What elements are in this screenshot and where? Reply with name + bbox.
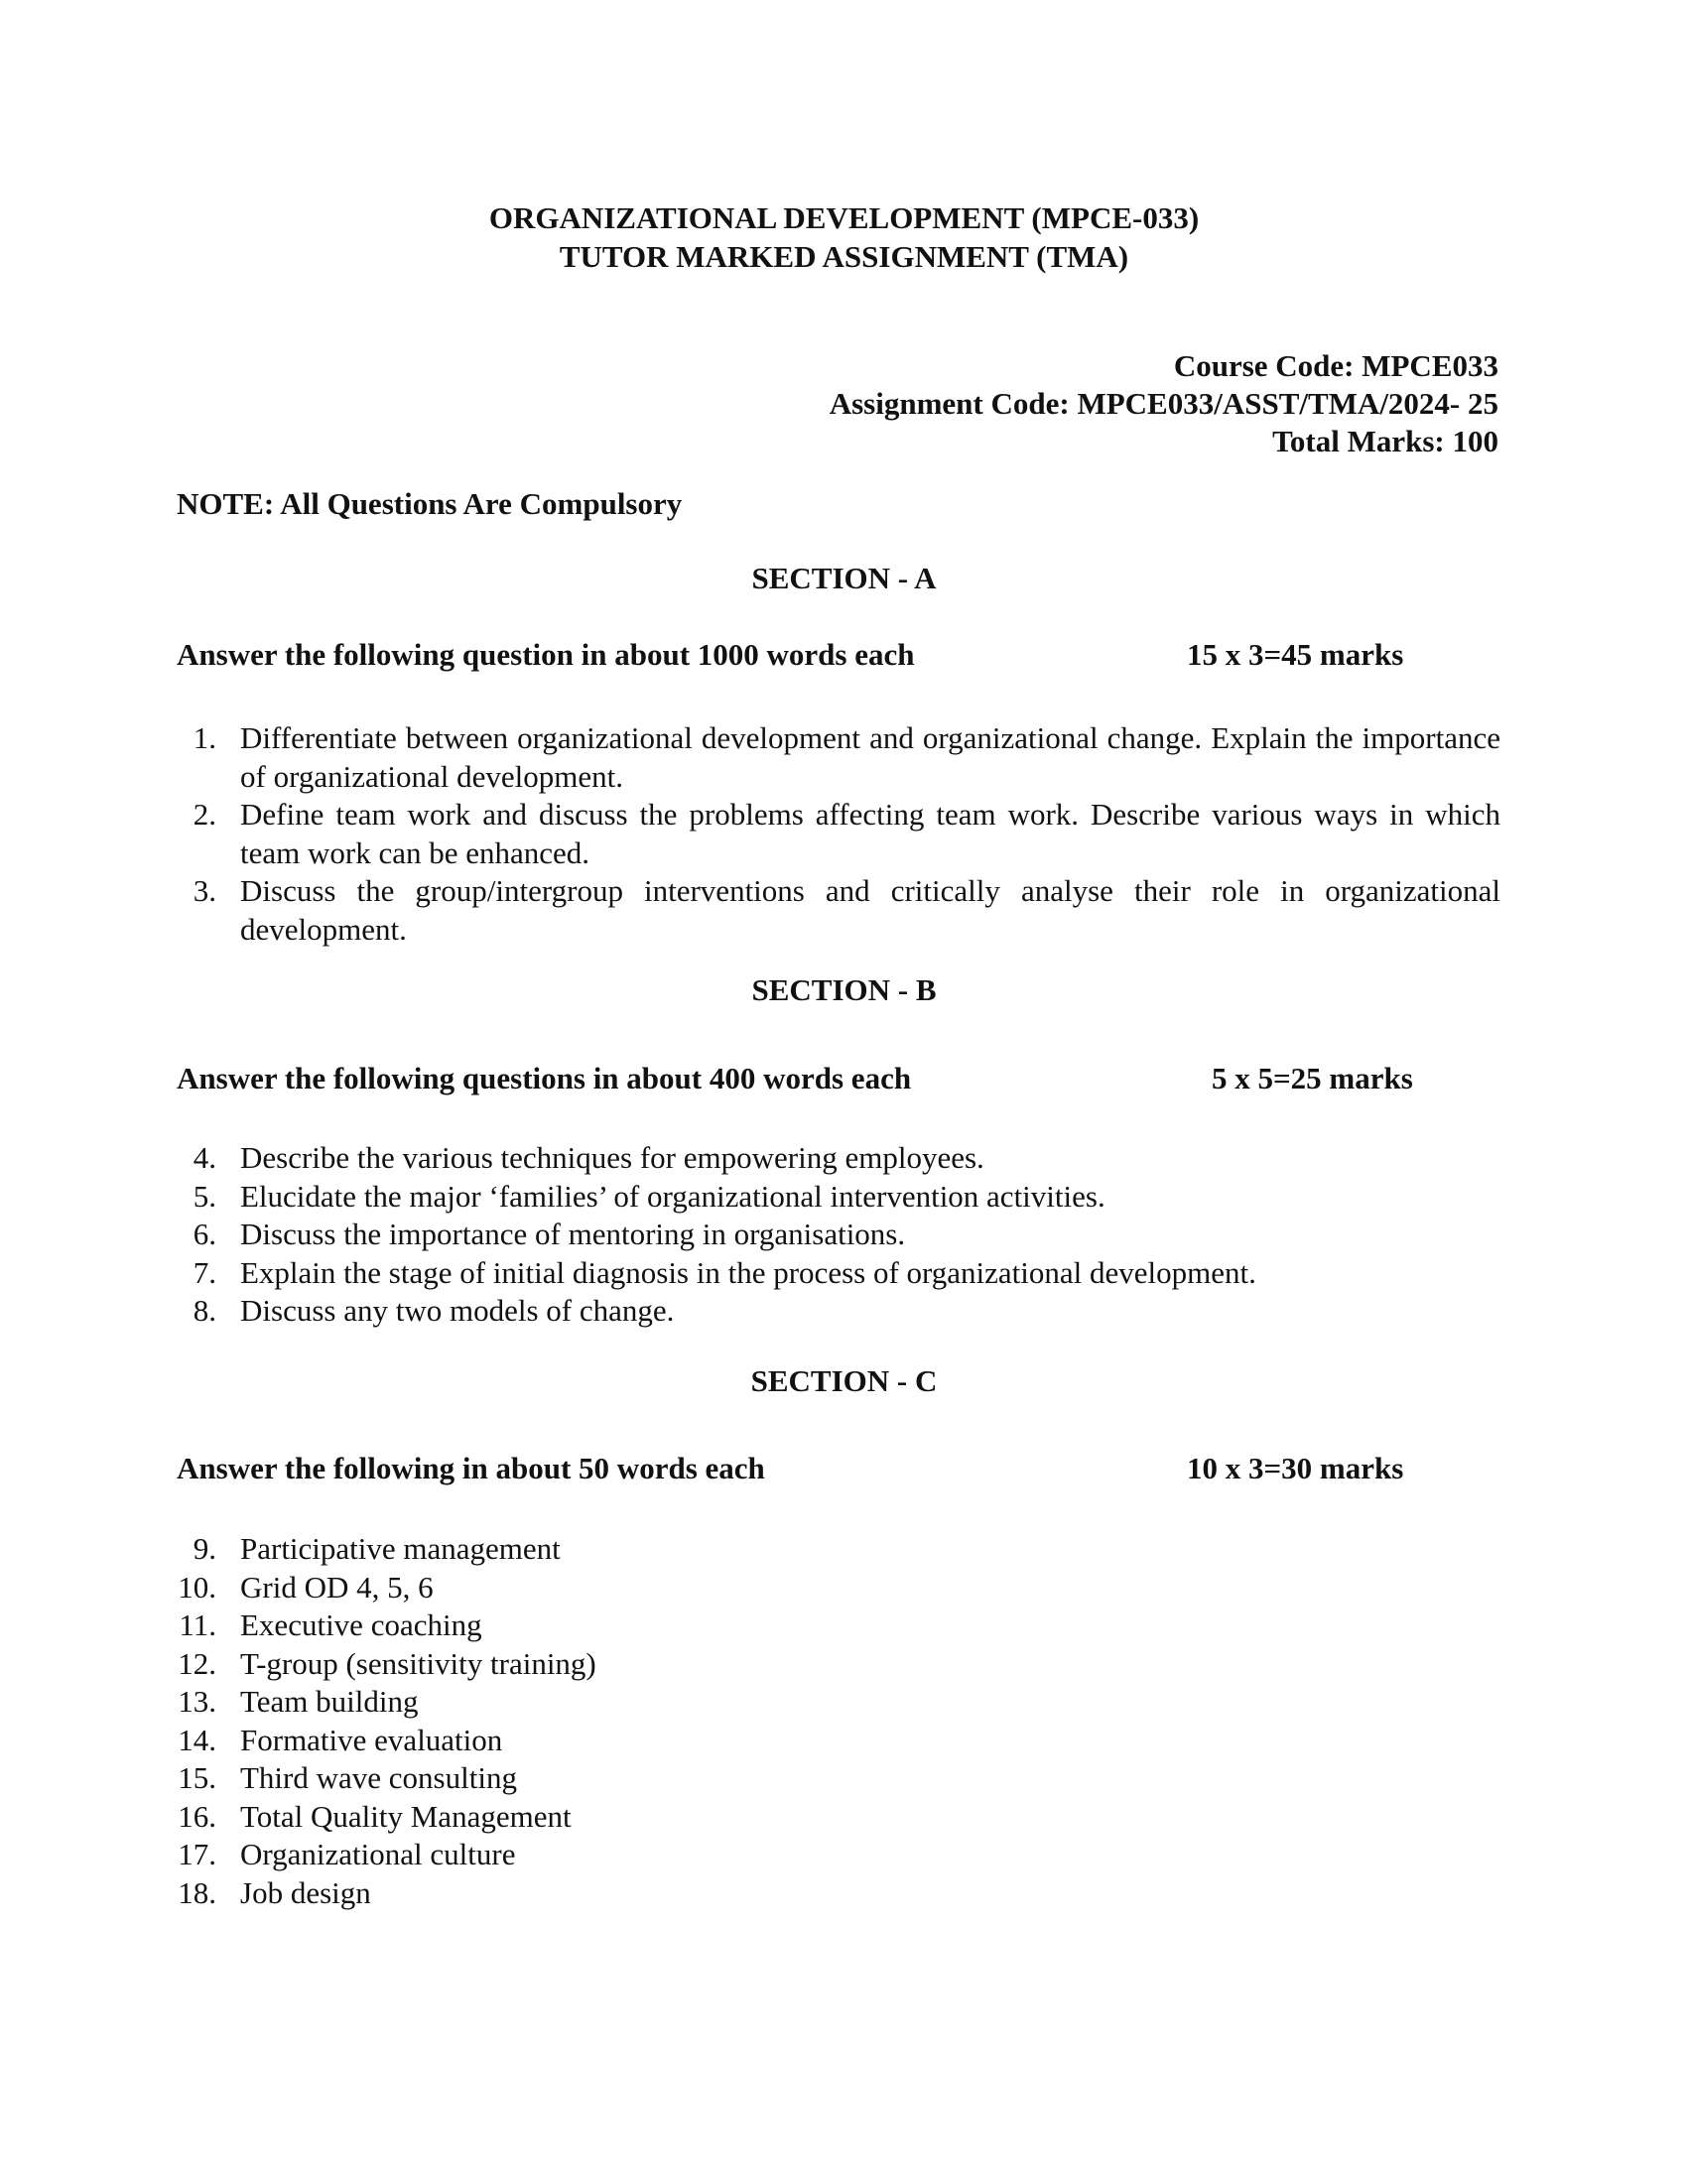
question-item — [177, 1178, 1500, 1217]
question-text: Job design — [240, 1874, 371, 1910]
question-number: 3. — [193, 873, 216, 908]
question-text: Describe the various techniques for empowering employees. — [240, 1140, 984, 1175]
question-item — [177, 1292, 1500, 1331]
question-number: 1. — [193, 720, 216, 755]
section-b-questions — [177, 1139, 1500, 1331]
question-number: 15. — [178, 1760, 216, 1795]
compulsory-note: NOTE: All Questions Are Compulsory — [177, 486, 683, 521]
question-text: Explain the stage of initial diagnosis in the process of organizational development. — [240, 1254, 1256, 1290]
question-text: Organizational culture — [240, 1837, 516, 1871]
section-b-heading: SECTION - B — [751, 972, 937, 1007]
question-number: 9. — [193, 1531, 216, 1566]
question-text: Discuss any two models of change. — [240, 1293, 675, 1328]
question-item — [177, 1645, 1500, 1684]
question-item — [177, 1606, 1500, 1645]
question-text: T-group (sensitivity training) — [240, 1645, 596, 1681]
section-a-marks: 15 x 3=45 marks — [1187, 637, 1404, 672]
section-c-questions — [177, 1530, 1500, 1912]
section-a-questions — [177, 719, 1500, 949]
question-item — [177, 796, 1500, 872]
question-text: Executive coaching — [240, 1607, 482, 1642]
question-number: 11. — [179, 1607, 216, 1642]
question-item — [177, 1683, 1500, 1722]
question-number: 18. — [178, 1874, 216, 1910]
document-title — [0, 198, 1688, 276]
section-c-instruction: Answer the following in about 50 words each — [177, 1451, 765, 1485]
question-item — [177, 1798, 1500, 1837]
question-item — [177, 719, 1500, 796]
question-item — [177, 1139, 1500, 1178]
question-number: 13. — [178, 1684, 216, 1719]
question-number: 5. — [193, 1178, 216, 1214]
question-number: 6. — [193, 1217, 216, 1251]
question-item — [177, 1759, 1500, 1798]
title-line-course: ORGANIZATIONAL DEVELOPMENT (MPCE-033) — [488, 200, 1200, 235]
section-b-instruction: Answer the following questions in about 400 words each — [177, 1061, 912, 1095]
question-text: Formative evaluation — [240, 1722, 503, 1757]
question-item — [177, 872, 1500, 949]
section-c-marks: 10 x 3=30 marks — [1187, 1451, 1404, 1485]
question-number: 17. — [178, 1837, 216, 1871]
question-text: Total Quality Management — [240, 1798, 572, 1834]
course-code: Course Code: MPCE033 — [1173, 348, 1498, 383]
section-a-instruction: Answer the following question in about 1000 words each — [177, 637, 915, 672]
question-number: 16. — [178, 1798, 216, 1834]
question-item — [177, 1569, 1500, 1607]
question-text: Discuss the group/intergroup interventions and critically analyse their role in organizational development. — [240, 873, 1500, 947]
section-b-marks: 5 x 5=25 marks — [1212, 1061, 1413, 1095]
question-text: Grid OD 4, 5, 6 — [240, 1569, 434, 1605]
question-text: Team building — [240, 1684, 419, 1719]
question-text: Discuss the importance of mentoring in organisations. — [240, 1217, 906, 1251]
section-c-heading: SECTION - C — [750, 1363, 938, 1398]
question-item — [177, 1836, 1500, 1874]
question-item — [177, 1722, 1500, 1760]
question-item — [177, 1254, 1500, 1293]
section-a-heading: SECTION - A — [751, 561, 937, 595]
assignment-code: Assignment Code: MPCE033/ASST/TMA/2024- 25 — [829, 386, 1498, 421]
question-item — [177, 1216, 1500, 1254]
question-item — [177, 1530, 1500, 1569]
title-line-assignment: TUTOR MARKED ASSIGNMENT (TMA) — [559, 239, 1129, 274]
course-info-block — [830, 347, 1498, 460]
question-number: 4. — [193, 1140, 216, 1175]
question-number: 2. — [193, 797, 216, 832]
question-number: 14. — [178, 1722, 216, 1757]
question-text: Differentiate between organizational development and organizational change. Explain the importance of organizational development. — [240, 720, 1500, 794]
question-text: Define team work and discuss the problems affecting team work. Describe various ways in which team work can be enhanced. — [240, 797, 1500, 870]
total-marks: Total Marks: 100 — [1272, 424, 1498, 458]
question-number: 7. — [193, 1254, 216, 1290]
question-number: 12. — [178, 1645, 216, 1681]
question-text: Third wave consulting — [240, 1760, 517, 1795]
question-text: Elucidate the major ‘families’ of organizational intervention activities. — [240, 1178, 1105, 1214]
question-text: Participative management — [240, 1531, 561, 1566]
question-number: 10. — [178, 1569, 216, 1605]
question-number: 8. — [193, 1293, 216, 1328]
question-item — [177, 1874, 1500, 1913]
